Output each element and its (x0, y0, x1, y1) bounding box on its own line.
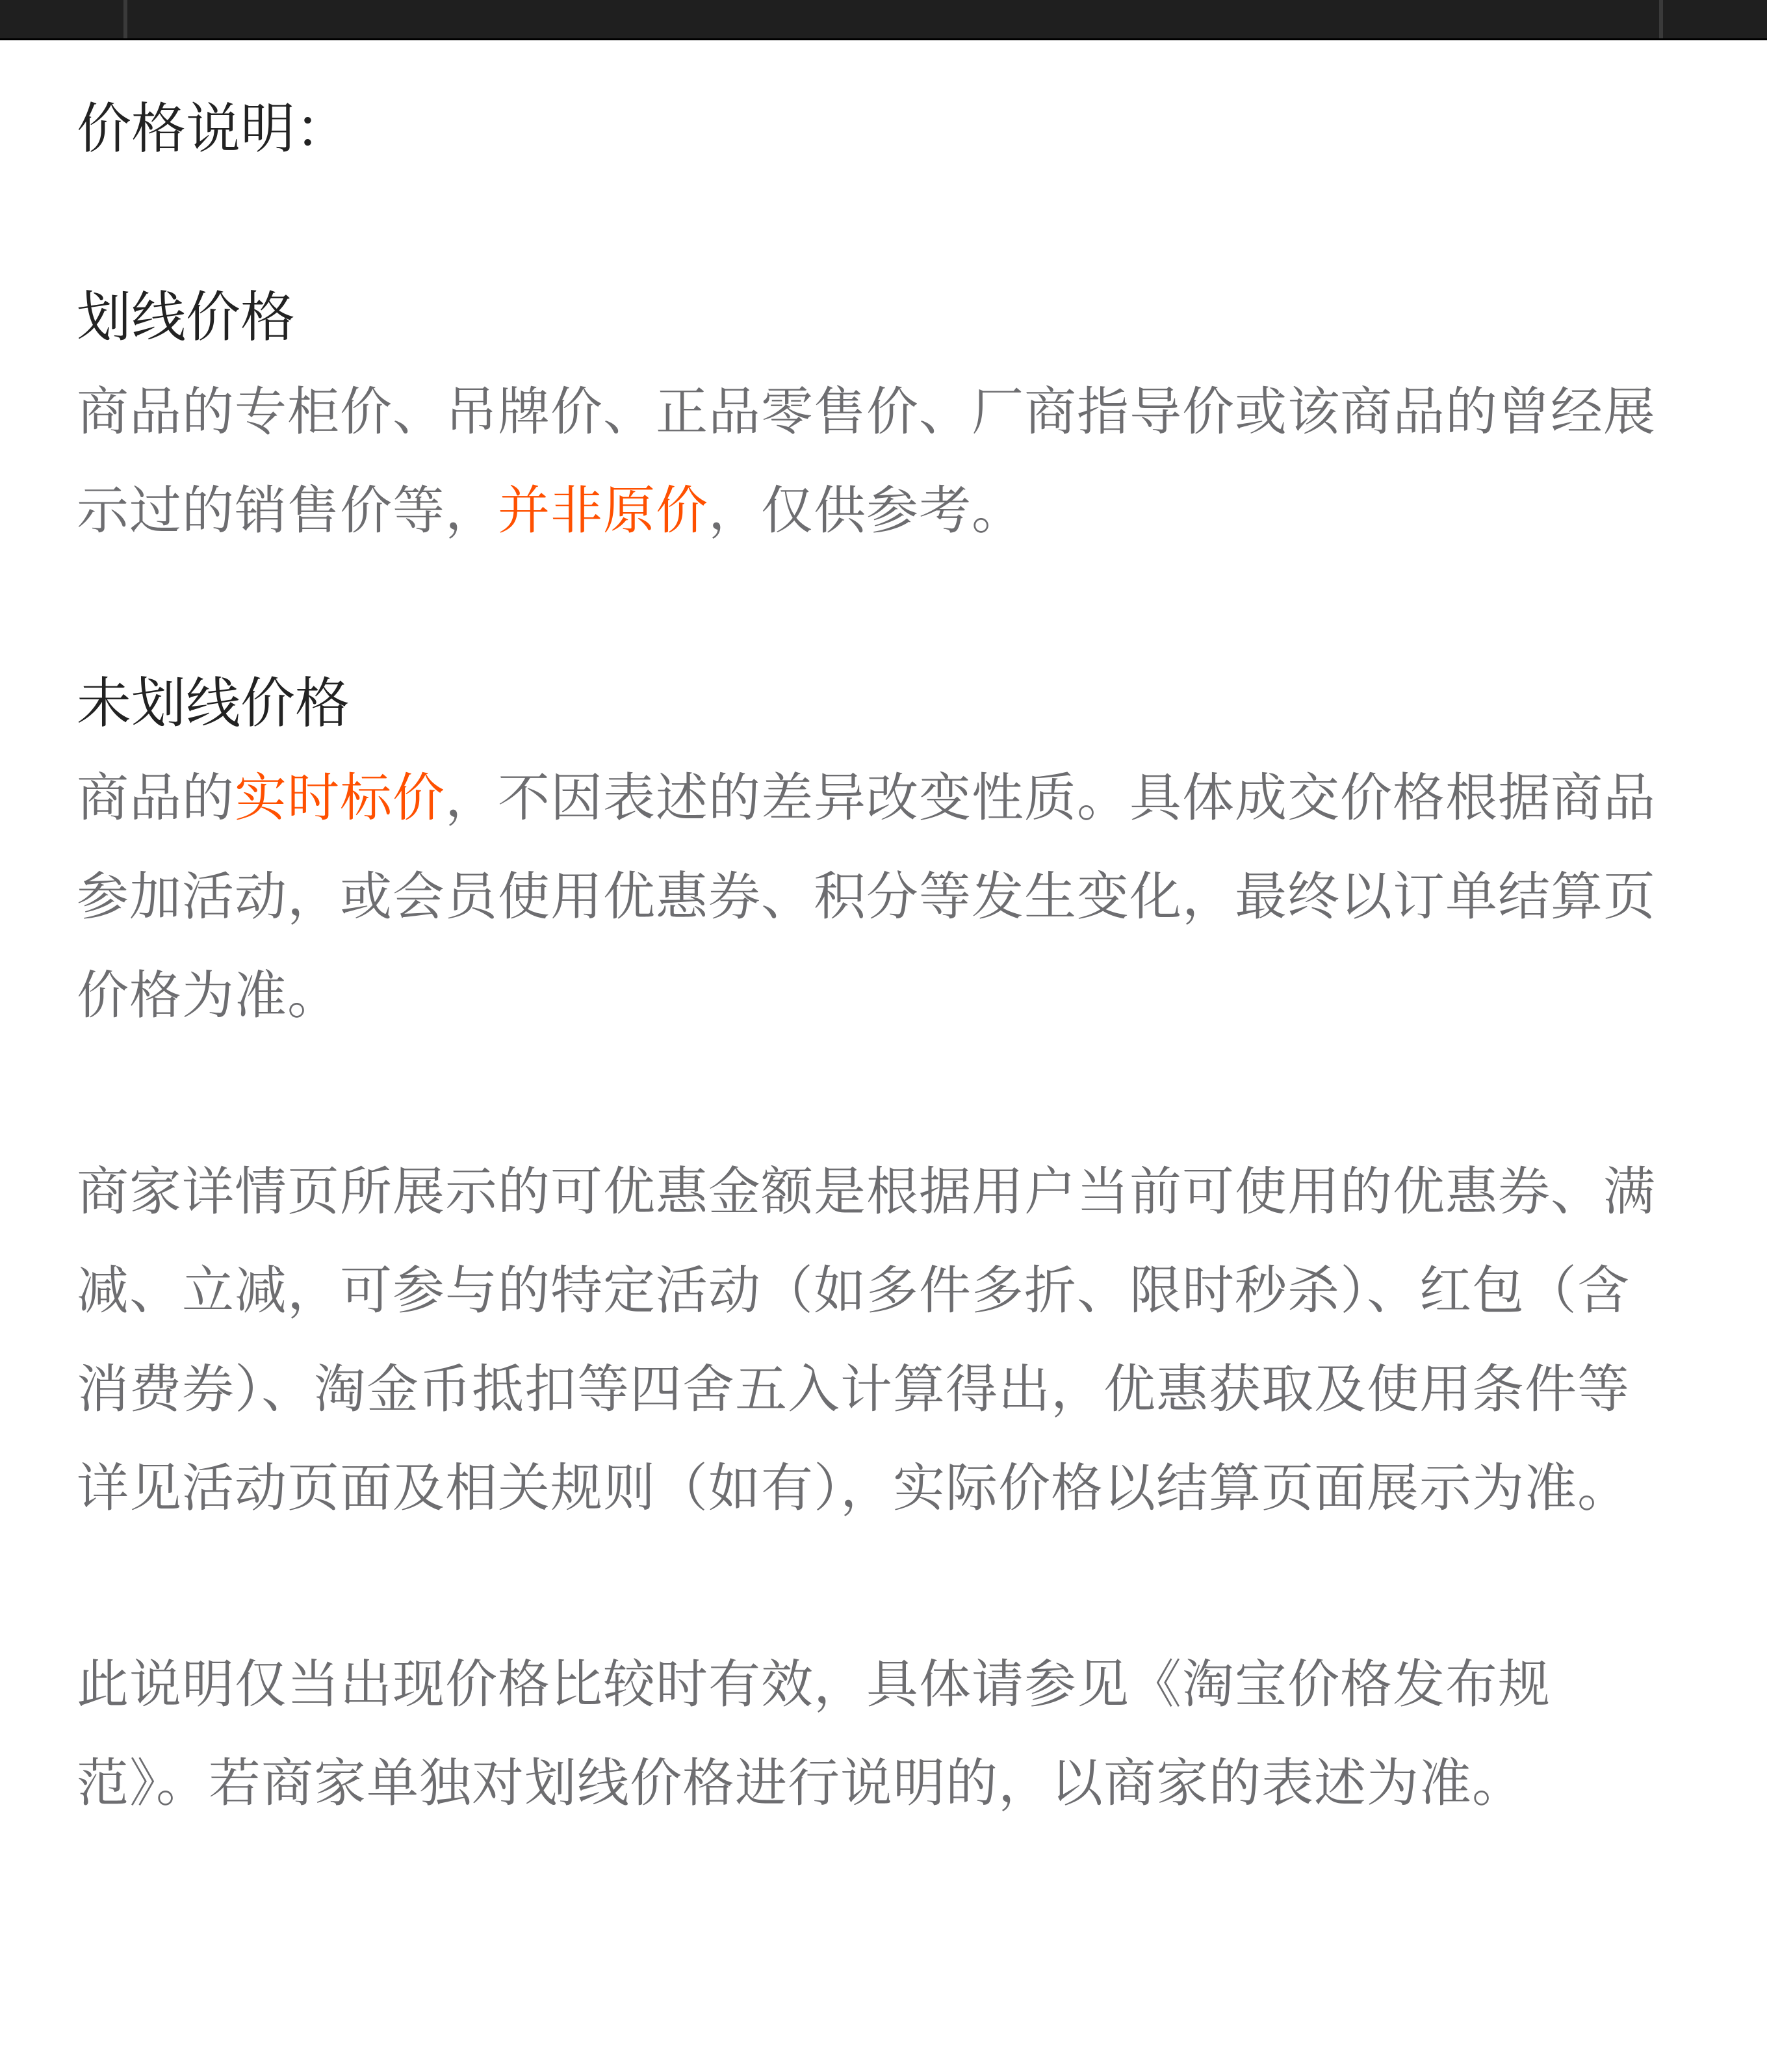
page-title: 价格说明： (77, 97, 350, 161)
top-bar (0, 0, 1767, 40)
section-text-strikethrough-price (77, 363, 1675, 560)
text-segment: ，不因表述的差异改变性质。具体成交价格根据商品参加活动，或会员使用优惠券、积分等发生变化，最终以订单结算页价格为准。 (77, 768, 1656, 1026)
top-bar-divider-right (1659, 0, 1663, 38)
section-text-non-strikethrough-price (77, 749, 1675, 1045)
validity-note-paragraph: 此说明仅当出现价格比较时有效，具体请参见《淘宝价格发布规范》。若商家单独对划线价格进行说明的，以商家的表述为准。 (77, 1654, 1551, 1813)
price-notice-content (77, 83, 1675, 1833)
highlight-text: 实时标价 (235, 768, 445, 828)
section-heading-non-strikethrough-price: 未划线价格 (77, 671, 350, 735)
text-segment: ，仅供参考。 (708, 480, 1024, 541)
top-bar-divider-left (123, 0, 127, 38)
text-segment: 商品的专柜价、吊牌价、正品零售价、厂商指导价或该商品的曾经展示过的销售价等， (77, 382, 1656, 541)
highlight-text: 并非原价 (498, 480, 708, 541)
section-heading-strikethrough-price: 划线价格 (77, 285, 296, 349)
discount-explanation-paragraph: 商家详情页所展示的可优惠金额是根据用户当前可使用的优惠券、满减、立减，可参与的特定活动（如多件多折、限时秒杀）、红包（含消费券）、淘金币抵扣等四舍五入计算得出，优惠获取及使用条件等详见活动页面及相关规则（如有），实际价格以结算页面展示为准。 (77, 1161, 1656, 1518)
text-segment: 商品的 (77, 768, 235, 828)
